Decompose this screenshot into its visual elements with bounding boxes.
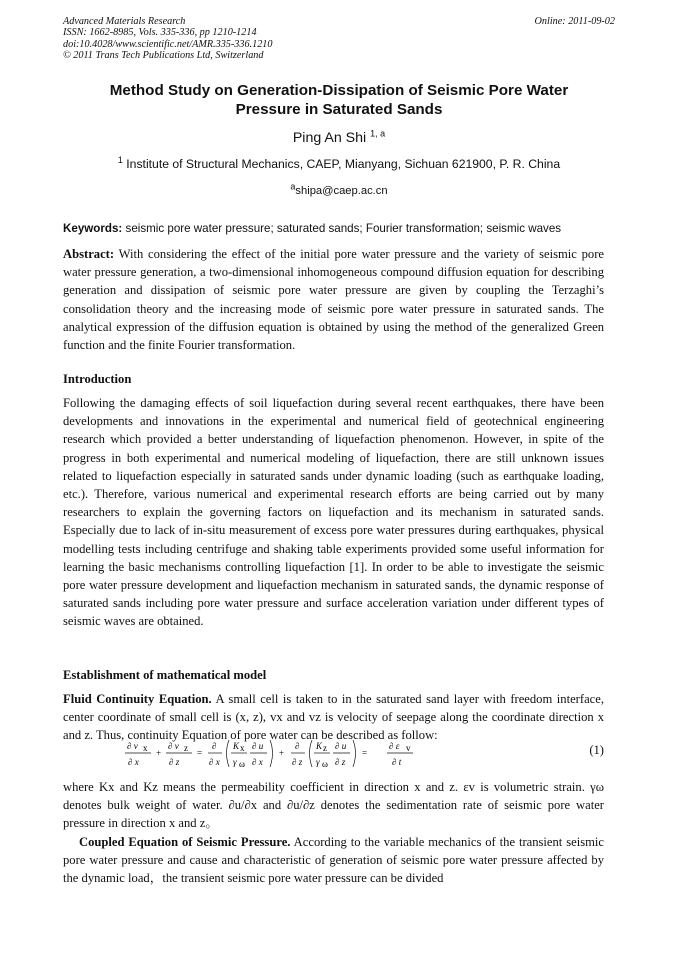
svg-text:+: + xyxy=(156,748,162,758)
author-name: Ping An Shi xyxy=(292,130,367,146)
author xyxy=(63,130,615,146)
svg-text:∂ x: ∂ x xyxy=(128,757,139,767)
svg-text:∂ z: ∂ z xyxy=(169,757,180,767)
abstract xyxy=(63,245,604,354)
abstract-text: With considering the effect of the initial pore water pressure and the variety of seismic pore water pressure generation, a two-dimensional inhomogeneous compound diffusion equation for describing generation and dissipation of seismic pore water pressure are given by coupling the Terzaghi’s consolidation theory and the increasing mode of seismic pore water pressure in saturated sands. The analytical expression of the diffusion equation is obtained by using the method of the generalized Green function and the finite Fourier transformation. xyxy=(63,247,605,353)
svg-text:=: = xyxy=(362,748,368,758)
equation-1-formula xyxy=(123,737,383,771)
affiliation xyxy=(63,154,615,171)
svg-text:=: = xyxy=(197,748,203,758)
fluid-text-1: A small cell is taken to in the saturated sand layer with freedom interface, center coordinate of small cell is (x, z), vx and vz is velocity of seepage along the coordinate direction x and z. Thus, continuity Equation of pore water can be described as follow: xyxy=(63,692,604,743)
intro-paragraph: Following the damaging effects of soil liquefaction during several recent earthquakes, there have been developments and innovations in the experimental and numerical field of geotechnical engineering research which provided a better understanding of liquefaction phenomenon. However, in spite of the progress in both experimental and numerical modeling of liquefaction, there are still unknown issues related to liquefaction especially in saturated sands under dynamic loading (such as earthquake loading, etc.). Therefore, various numerical and experimental research efforts are being carried out by many researchers to explain the governing factors on liquefaction and its mechanism in saturated sands. Especially due to lack of in-situ measurement of excess pore water pressures during earthquakes, physical modelling tests including centrifuge and shaking table experiments provided some useful information for learning the basic mechanisms controlling liquefaction [1]. In order to be able to investigate the seismic pore water pressure development and liquefaction mechanism in saturated sands, the dynamic response of saturated sands including pore water pressure and surface acceleration variation under different types of seismic waves are obtained. xyxy=(63,396,604,629)
svg-text:x: x xyxy=(143,743,148,753)
svg-text:ω: ω xyxy=(239,759,245,769)
copyright-line: © 2011 Trans Tech Publications Ltd, Switzerland xyxy=(63,50,264,62)
doi-line[interactable]: doi:10.4028/www.scientific.net/AMR.335-336.1210 xyxy=(63,38,273,50)
keywords-label: Keywords: xyxy=(63,222,123,235)
svg-text:∂ ε: ∂ ε xyxy=(389,741,400,751)
coupled-paragraph xyxy=(63,833,604,888)
svg-text:K: K xyxy=(316,741,323,751)
fluid-paragraph-2: where Kx and Kz means the permeability coefficient in direction x and z. εv is volumetric strain. γω denotes bulk weight of water. ∂u/∂x and ∂u/∂z denotes the sedimentation rate of seismic pore water pressure in direction x and z。 xyxy=(63,780,604,831)
svg-text:z: z xyxy=(184,743,188,753)
title-line-2: Pressure in Saturated Sands xyxy=(235,101,443,118)
svg-text:∂ t: ∂ t xyxy=(392,757,402,767)
svg-text:∂ z: ∂ z xyxy=(292,757,303,767)
svg-text:∂ x: ∂ x xyxy=(209,757,220,767)
intro-heading: Introduction xyxy=(63,372,132,386)
fluid-label: Fluid Continuity Equation. xyxy=(63,692,212,706)
issn-line: ISSN: 1662-8985, Vols. 335-336, pp 1210-1214 xyxy=(63,27,257,39)
online-date: Online: 2011-09-02 xyxy=(534,16,615,27)
affiliation-superscript: 1 xyxy=(117,154,123,165)
title-line-1: Method Study on Generation-Dissipation of Seismic Pore Water xyxy=(109,82,569,99)
svg-text:γ: γ xyxy=(233,757,237,767)
svg-text:∂ x: ∂ x xyxy=(252,757,263,767)
svg-text:γ: γ xyxy=(316,757,320,767)
svg-text:+: + xyxy=(279,748,285,758)
svg-text:K: K xyxy=(233,741,240,751)
svg-text:∂ u: ∂ u xyxy=(335,741,347,751)
keywords xyxy=(63,222,615,235)
svg-text:∂ u: ∂ u xyxy=(252,741,264,751)
author-superscript: 1, a xyxy=(370,128,386,139)
equation-number: (1) xyxy=(589,743,604,757)
eq-term-dvz: ∂ v xyxy=(168,741,179,751)
affiliation-text: Institute of Structural Mechanics, CAEP, Mianyang, Sichuan 621900, P. R. China xyxy=(126,157,561,171)
journal-name: Advanced Materials Research xyxy=(63,16,186,27)
model-heading: Establishment of mathematical model xyxy=(63,668,267,682)
coupled-text: According to the variable mechanics of the transient seismic pore water pressure and cause and characteristic of generation of seismic pore water pressure affected by the dynamic load，the transient seismic pore water pressure can be divided xyxy=(63,835,604,886)
svg-text:∂: ∂ xyxy=(295,741,300,751)
svg-text:∂: ∂ xyxy=(212,741,217,751)
email-address[interactable]: shipa@caep.ac.cn xyxy=(295,185,388,197)
coupled-label: Coupled Equation of Seismic Pressure. xyxy=(79,835,291,849)
svg-text:ω: ω xyxy=(322,759,328,769)
eq-term-dvx: ∂ v xyxy=(127,741,138,751)
svg-text:v: v xyxy=(406,743,411,753)
email xyxy=(63,181,615,197)
abstract-label: Abstract: xyxy=(63,247,115,261)
email-superscript: a xyxy=(290,181,296,192)
equation-1-rhs xyxy=(385,737,425,771)
journal-header xyxy=(63,16,615,62)
svg-text:z: z xyxy=(323,743,327,753)
svg-text:∂ z: ∂ z xyxy=(335,757,346,767)
equation-1 xyxy=(63,737,604,771)
keywords-text: seismic pore water pressure; saturated sands; Fourier transformation; seismic waves xyxy=(125,222,562,235)
paper-title xyxy=(63,81,615,119)
svg-text:x: x xyxy=(240,743,245,753)
